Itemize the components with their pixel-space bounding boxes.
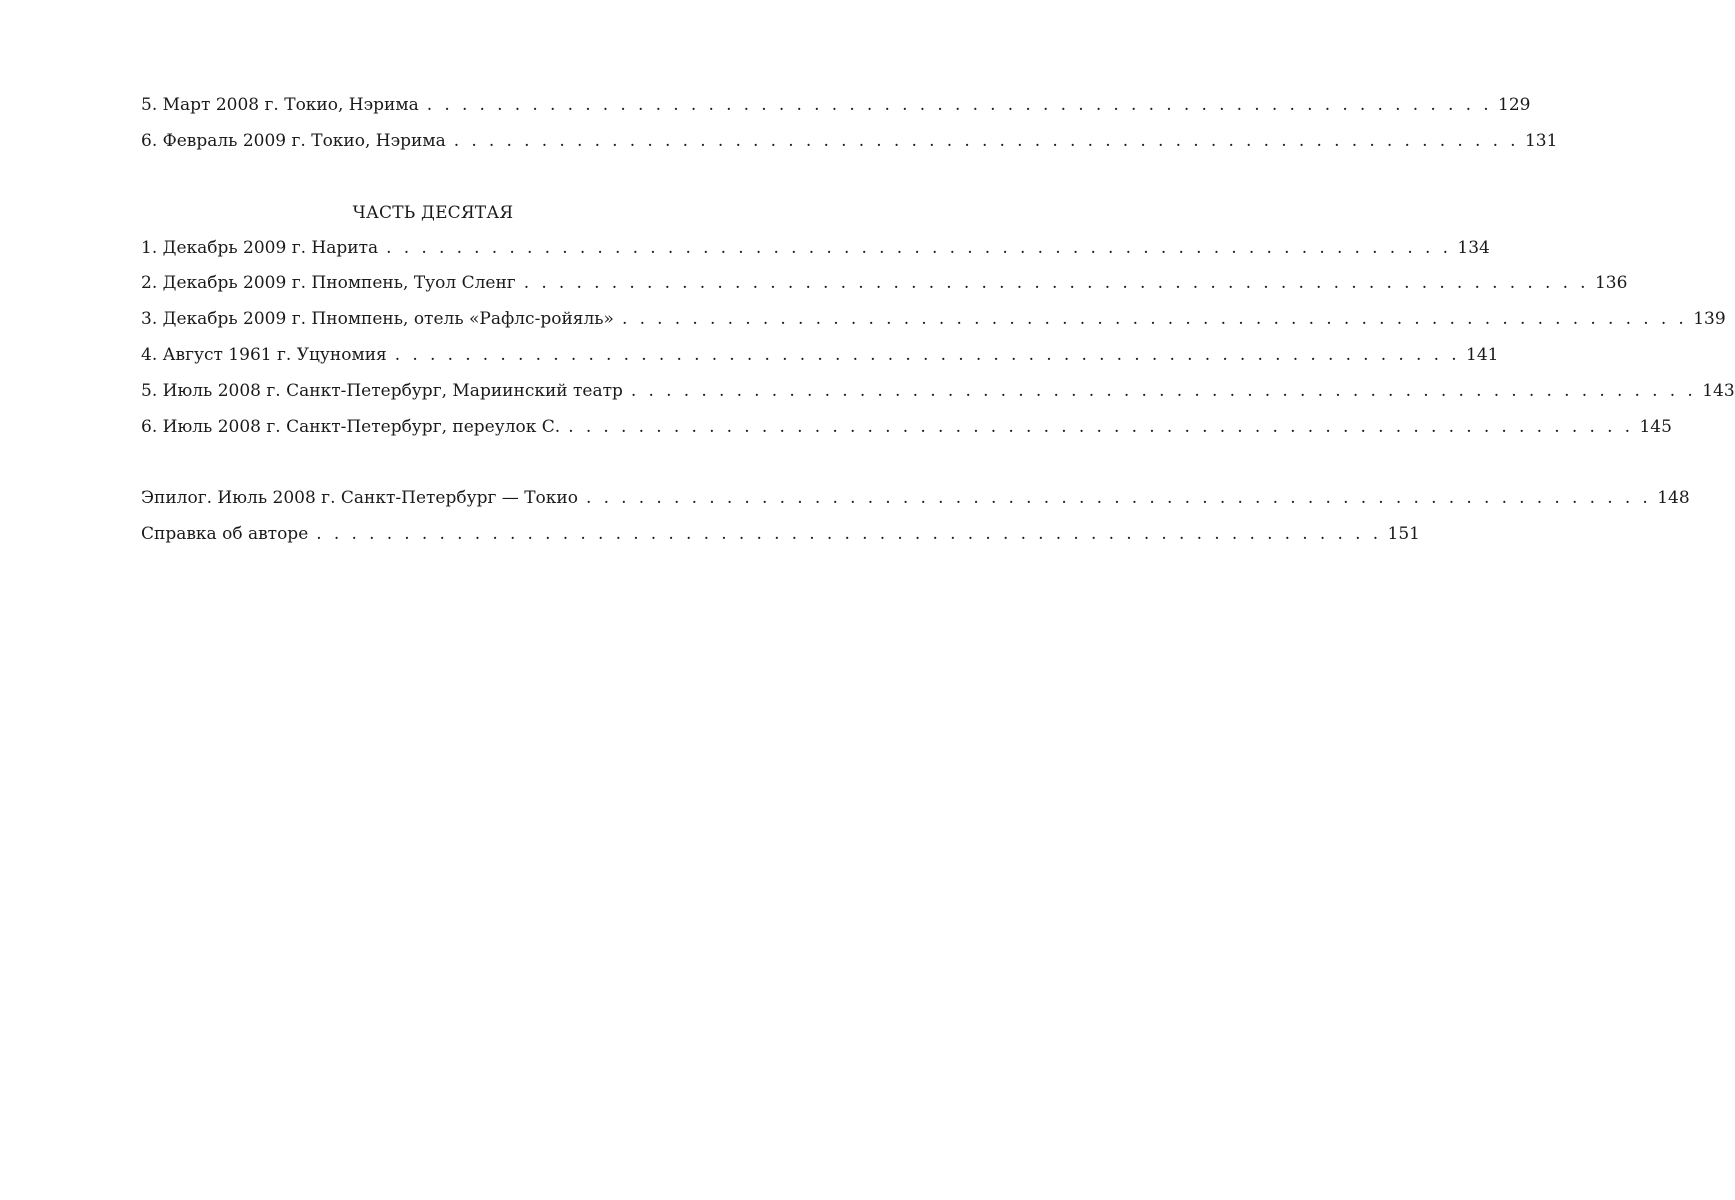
dot-leader: . . . . . . . . . . . . . . . . . . . . . . . . . . . . . . . . . . . . . . . . . . . . . . . . . . . . . . . . . . . . .: [568, 416, 1634, 437]
toc-entry-title: 2. Декабрь 2009 г. Пномпень, Туол Сленг: [141, 273, 516, 294]
toc-entry-title: 3. Декабрь 2009 г. Пномпень, отель «Рафлс-ройяль»: [141, 309, 614, 330]
toc-entry: [141, 517, 1420, 553]
toc-entry: [141, 481, 1690, 517]
toc-entry-page: 131: [1524, 130, 1558, 151]
toc-entry-page: 139: [1693, 309, 1726, 330]
toc-entry: [141, 374, 1735, 410]
toc-entry-title: 6. Июль 2008 г. Санкт-Петербург, переулок С.: [141, 416, 561, 437]
spacer: [141, 160, 725, 196]
toc-entry-page: 148: [1657, 488, 1690, 509]
dot-leader: . . . . . . . . . . . . . . . . . . . . . . . . . . . . . . . . . . . . . . . . . . . . . . . . . . . . . . . . . . . . .: [630, 380, 1697, 401]
toc-entry-page: 129: [1498, 95, 1531, 115]
dot-leader: . . . . . . . . . . . . . . . . . . . . . . . . . . . . . . . . . . . . . . . . . . . . . . . . . . . . . . . . . . . . .: [453, 130, 1519, 151]
table-of-contents: [141, 88, 1735, 553]
toc-entry-page: 134: [1457, 237, 1490, 258]
toc-entry-title: Эпилог. Июль 2008 г. Санкт-Петербург — Токио: [141, 488, 578, 509]
toc-entry-page: 151: [1387, 524, 1420, 545]
toc-entry: [141, 410, 1672, 446]
toc-entry-page: 141: [1466, 344, 1499, 365]
dot-leader: . . . . . . . . . . . . . . . . . . . . . . . . . . . . . . . . . . . . . . . . . . . . . . . . . . . . . . . . . . . . .: [394, 344, 1461, 365]
toc-entry: [141, 88, 1531, 124]
toc-entry-title: 4. Август 1961 г. Уцуномия: [141, 344, 387, 365]
toc-entry: [141, 302, 1726, 338]
dot-leader: . . . . . . . . . . . . . . . . . . . . . . . . . . . . . . . . . . . . . . . . . . . . . . . . . . . . . . . . . . . . .: [523, 273, 1589, 294]
toc-entry-page: 145: [1639, 416, 1672, 437]
dot-leader: . . . . . . . . . . . . . . . . . . . . . . . . . . . . . . . . . . . . . . . . . . . . . . . . . . . . . . . . . . . . .: [621, 309, 1688, 330]
dot-leader: . . . . . . . . . . . . . . . . . . . . . . . . . . . . . . . . . . . . . . . . . . . . . . . . . . . . . . . . . . . . .: [316, 524, 1382, 545]
toc-entry: [141, 231, 1490, 267]
toc-entry: [141, 124, 1558, 160]
dot-leader: . . . . . . . . . . . . . . . . . . . . . . . . . . . . . . . . . . . . . . . . . . . . . . . . . . . . . . . . . . . . .: [585, 488, 1652, 509]
dot-leader: . . . . . . . . . . . . . . . . . . . . . . . . . . . . . . . . . . . . . . . . . . . . . . . . . . . . . . . . . . . . .: [426, 95, 1492, 115]
toc-entry-title: 1. Декабрь 2009 г. Нарита: [141, 237, 379, 258]
toc-entry-title: Справка об авторе: [141, 524, 309, 545]
toc-entry-page: 143: [1702, 380, 1735, 401]
dot-leader: . . . . . . . . . . . . . . . . . . . . . . . . . . . . . . . . . . . . . . . . . . . . . . . . . . . . . . . . . . . . .: [386, 237, 1452, 258]
part-heading: ЧАСТЬ ДЕСЯТАЯ: [352, 202, 514, 223]
toc-entry: [141, 266, 1628, 302]
toc-entry-page: 136: [1594, 273, 1628, 294]
toc-entry-title: 6. Февраль 2009 г. Токио, Нэрима: [141, 130, 446, 151]
toc-entry-title: 5. Июль 2008 г. Санкт-Петербург, Мариинский театр: [141, 380, 623, 401]
toc-entry-title: 5. Март 2008 г. Токио, Нэрима: [141, 95, 419, 115]
spacer: [141, 445, 725, 481]
toc-entry: [141, 338, 1499, 374]
